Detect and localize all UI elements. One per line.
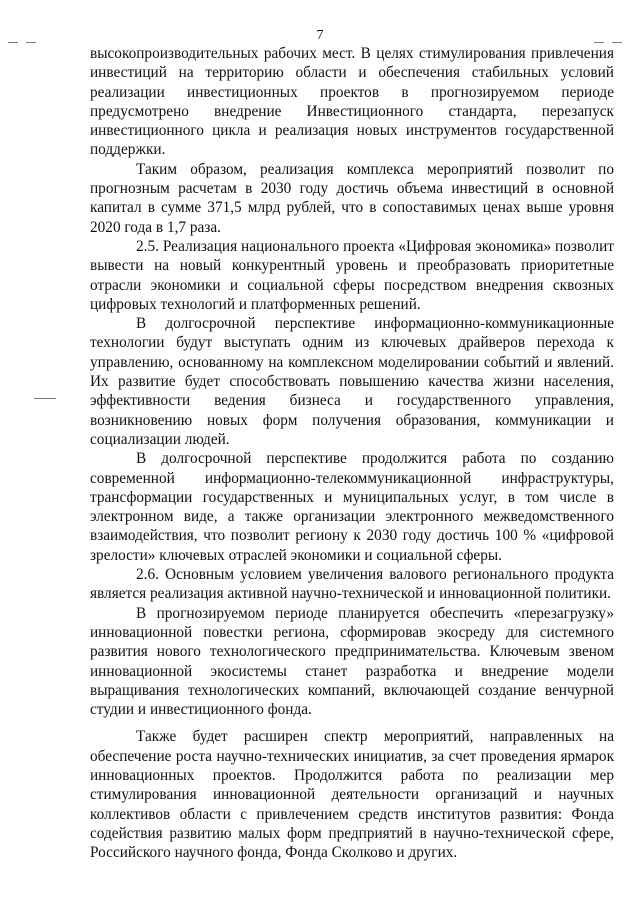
paragraph-8: Также будет расширен спектр мероприятий, направленных на обеспечение роста научно-технических инициатив, за счет проведения ярмарок инновационных проектов. Продолжится работа по реализации мер стимулирования инновационной деятельности организаций и научных коллективов области с привлечением средств институтов развития: Фонда содействия развитию малых форм предприятий в научно-технической сфере, Российского научного фонда, Фонда Сколково и других. [90,728,614,862]
paragraph-5: В долгосрочной перспективе продолжится работа по созданию современной информационно-телекоммуникационной инфраструктуры, трансформации государственных и муниципальных услуг, в том числе в электронном виде, а также организации электронного межведомственного взаимодействия, что позволит региону к 2030 году достичь 100 % «цифровой зрелости» ключевых отраслей экономики и социальной сферы. [90,450,614,564]
paragraph-4: В долгосрочной перспективе информационно-коммуникационные технологии будут выступать одним из ключевых драйверов перехода к управлению, основанному на комплексном моделировании событий и явлений. Их развитие будет способствовать повышению качества жизни населения, эффективности ведения бизнеса и государственного управления, возникновению новых форм получения образования, коммуникации и социализации людей. [90,315,614,448]
page-number: 7 [316,28,324,43]
document-body [90,44,614,862]
paragraph-3: 2.5. Реализация национального проекта «Цифровая экономика» позволит вывести на новый конкурентный уровень и преобразовать приоритетные отрасли экономики и социальной сферы посредством внедрения сквозных цифровых технологий и платформенных решений. [90,237,614,313]
paragraph-6: 2.6. Основным условием увеличения валового регионального продукта является реализация активной научно-технической и инновационной политики. [90,566,614,603]
paragraph-gap [90,719,614,727]
paragraph-7: В прогнозируемом периоде планируется обеспечить «перезагрузку» инновационной повестки региона, сформировав экосреду для системного развития нового технологического предпринимательства. Ключевым звеном инновационной экосистемы станет разработка и внедрение модели выращивания технологических компаний, включающей создание венчурной студии и инвестиционного фонда. [90,604,614,719]
scan-artifact [34,398,56,399]
paragraph-1: высокопроизводительных рабочих мест. В целях стимулирования привлечения инвестиций на территорию области и обеспечения стабильных условий реализации инвестиционных проектов в прогнозируемом периоде предусмотрено внедрение Инвестиционного стандарта, перезапуск инвестиционного цикла и реализация новых инструментов государственной поддержки. [90,45,614,159]
paragraph-2: Таким образом, реализация комплекса мероприятий позволит по прогнозным расчетам в 2030 году достичь объема инвестиций в основной капитал в сумме 371,5 млрд рублей, что в сопоставимых ценах выше уровня 2020 года в 1,7 раза. [90,160,614,236]
